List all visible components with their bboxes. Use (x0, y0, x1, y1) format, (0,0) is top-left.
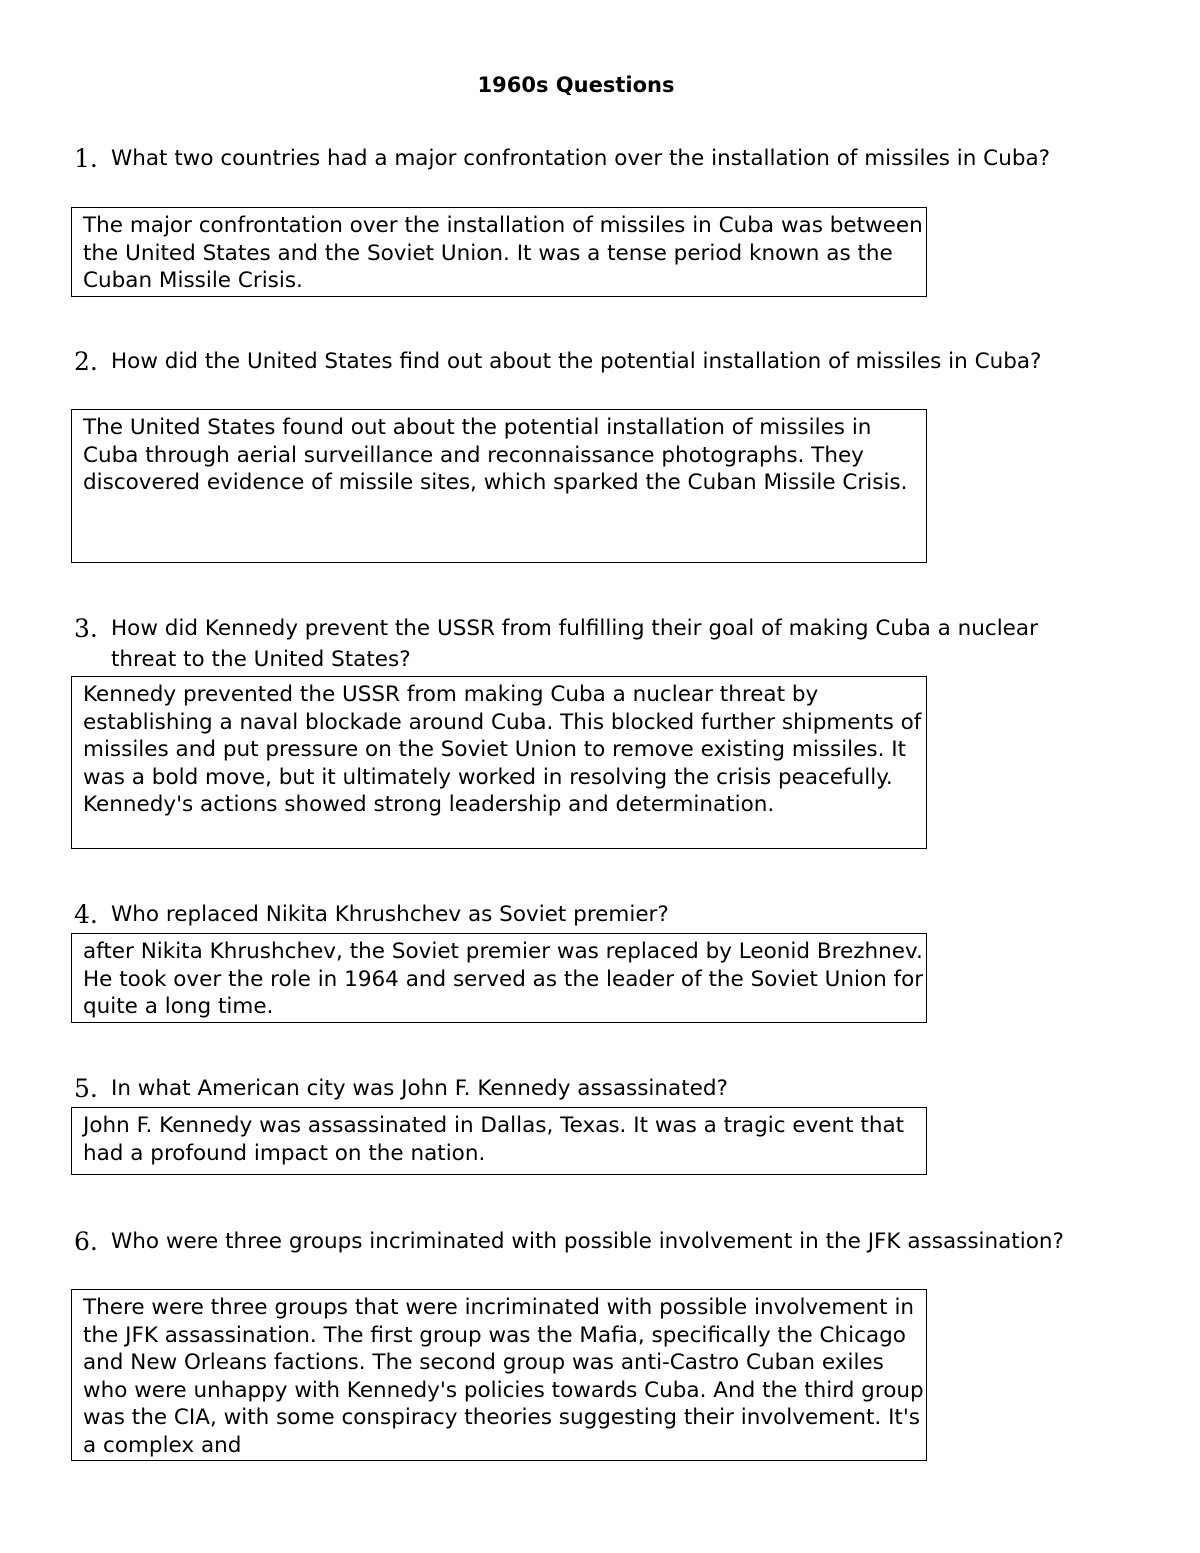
question-number: 3. (74, 614, 98, 643)
page-title: 1960s Questions (477, 73, 675, 97)
question-2 (74, 346, 1074, 377)
question-text: How did Kennedy prevent the USSR from fulfilling their goal of making Cuba a nuclear threat to the United States? (111, 616, 1038, 672)
question-number: 2. (74, 347, 98, 376)
question-6 (74, 1226, 1074, 1257)
question-text: In what American city was John F. Kennedy assassinated? (111, 1076, 728, 1101)
question-number: 1. (74, 144, 98, 173)
answer-box-5: John F. Kennedy was assassinated in Dallas, Texas. It was a tragic event that had a profound impact on the nation. (71, 1107, 927, 1175)
question-1 (74, 143, 1074, 174)
answer-box-4: after Nikita Khrushchev, the Soviet premier was replaced by Leonid Brezhnev. He took over the role in 1964 and served as the leader of the Soviet Union for quite a long time. (71, 933, 927, 1023)
answer-box-6: There were three groups that were incriminated with possible involvement in the JFK assassination. The first group was the Mafia, specifically the Chicago and New Orleans factions. The second group was anti-Castro Cuban exiles who were unhappy with Kennedy's policies towards Cuba. And the third group was the CIA, with some conspiracy theories suggesting their involvement. It's a complex and (71, 1289, 927, 1461)
answer-box-1: The major confrontation over the installation of missiles in Cuba was between the United States and the Soviet Union. It was a tense period known as the Cuban Missile Crisis. (71, 207, 927, 297)
answer-box-3: Kennedy prevented the USSR from making Cuba a nuclear threat by establishing a naval blockade around Cuba. This blocked further shipments of missiles and put pressure on the Soviet Union to remove existing missiles. It was a bold move, but it ultimately worked in resolving the crisis peacefully. Kennedy's actions showed strong leadership and determination. (71, 676, 927, 849)
question-number: 4. (74, 900, 98, 929)
question-3 (74, 613, 1074, 675)
question-5 (74, 1073, 1074, 1104)
question-text: Who replaced Nikita Khrushchev as Soviet premier? (111, 902, 669, 927)
question-text: What two countries had a major confrontation over the installation of missiles in Cuba? (111, 146, 1051, 171)
question-4 (74, 899, 1074, 930)
answer-box-2: The United States found out about the potential installation of missiles in Cuba through aerial surveillance and reconnaissance photographs. They discovered evidence of missile sites, which sparked the Cuban Missile Crisis. (71, 409, 927, 563)
question-text: Who were three groups incriminated with possible involvement in the JFK assassination? (111, 1229, 1064, 1254)
question-text: How did the United States find out about the potential installation of missiles in Cuba? (111, 349, 1042, 374)
question-number: 6. (74, 1227, 98, 1256)
question-number: 5. (74, 1074, 98, 1103)
